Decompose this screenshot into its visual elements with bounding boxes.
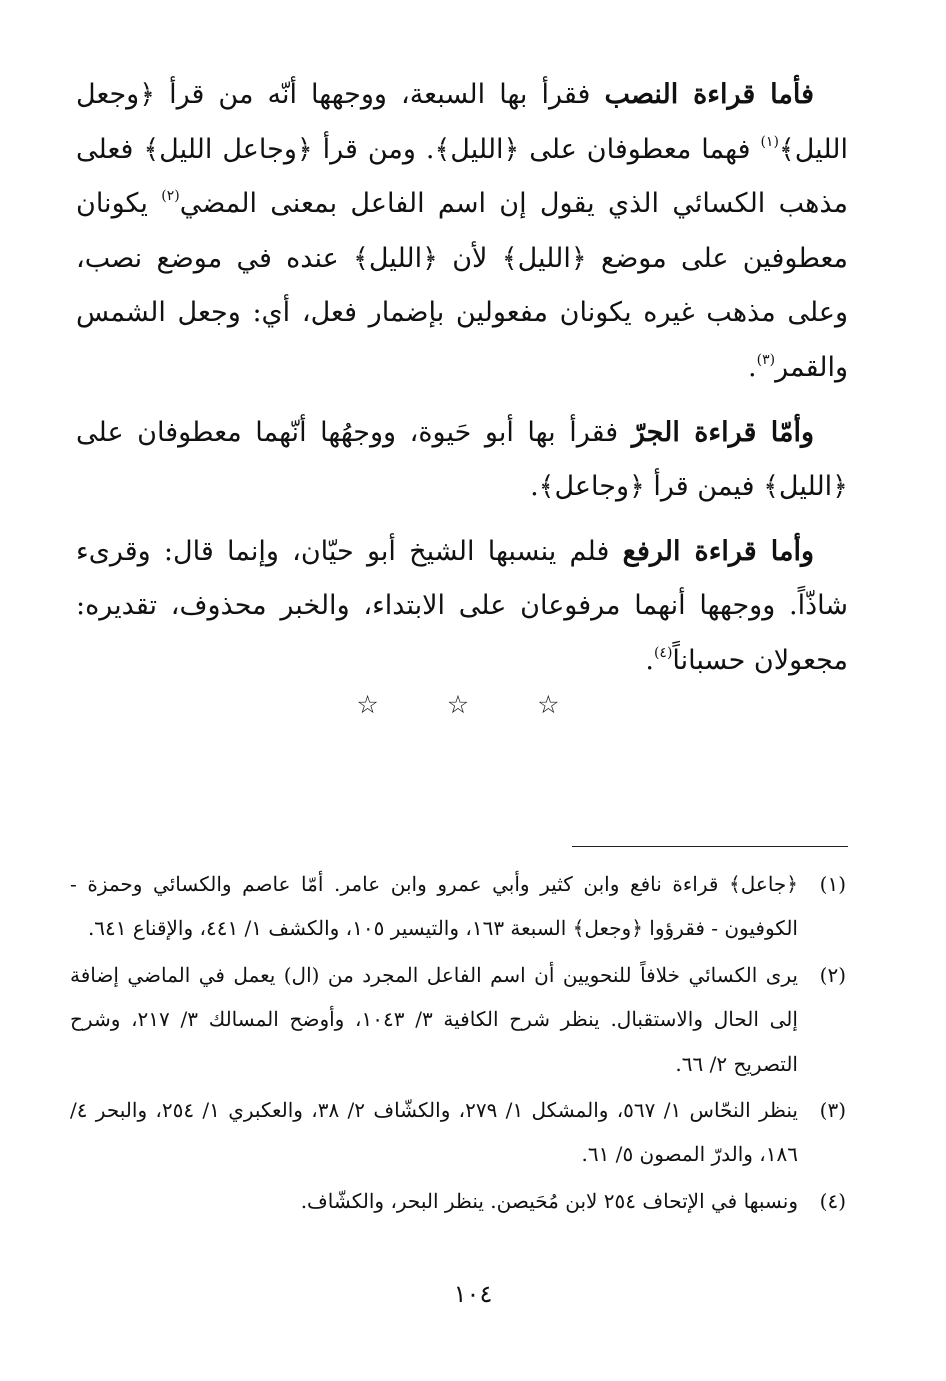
paragraph-text: فهما معطوفان على ﴿الليل﴾. ومن قرأ ﴿وجاعل الليل﴾ فعلى مذهب الكسائي الذي يقول إن اسم الفاعل بمعنى المضي: [76, 133, 848, 220]
footnote-ref: (٢): [161, 188, 180, 205]
paragraph-heading: وأما قراءة الرفع: [622, 535, 814, 567]
star-separator: ☆ ☆ ☆: [356, 690, 590, 719]
footnote-text: ﴿جاعل﴾ قراءة نافع وابن كثير وأبي عمرو وابن عامر. أمّا عاصم والكسائي وحمزة - الكوفيون - فقرؤوا ﴿وجعل﴾ السبعة ١٦٣، والتيسير ١٠٥، والكشف ١/ ٤٤١، والإقناع ٦٤١.: [70, 872, 798, 941]
footnote-ref: (١): [760, 133, 779, 150]
footnote-ref: (٣): [756, 351, 776, 368]
footnote-item: [70, 862, 846, 951]
paragraph-jarr: [76, 406, 848, 515]
paragraph-end: .: [748, 351, 757, 383]
paragraph-raf: [76, 525, 848, 689]
paragraph-text: فقرأ بها السبعة، ووجهها أنّه من قرأ ﴿وجعل الليل﴾: [76, 79, 848, 165]
paragraph-nasb: [76, 68, 848, 396]
page-number: ١٠٤: [453, 1280, 493, 1308]
paragraph-heading: وأمّا قراءة الجرّ: [631, 416, 815, 448]
footnotes: [70, 862, 846, 1225]
footnote-text: ينظر النحّاس ١/ ٥٦٧، والمشكل ١/ ٢٧٩، والكشّاف ٢/ ٣٨، والعكبري ١/ ٢٥٤، والبحر ٤/ ١٨٦، والدرّ المصون ٥/ ٦١.: [70, 1098, 798, 1167]
footnote-text: ونسبها في الإتحاف ٢٥٤ لابن مُحَيصن. ينظر البحر، والكشّاف.: [300, 1188, 798, 1213]
footnote-item: [70, 953, 846, 1086]
footnote-ref: (٤): [653, 644, 673, 661]
paragraph-text: يكونان معطوفين على موضع ﴿الليل﴾ لأن ﴿الليل﴾ عنده في موضع نصب، وعلى مذهب غيره يكونان مفعولين بإضمار فعل، أي: وجعل الشمس والقمر: [76, 188, 848, 383]
main-text: [76, 68, 848, 699]
footnote-item: [70, 1179, 846, 1223]
footnote-number: (١): [819, 872, 846, 896]
footnote-divider: [572, 846, 848, 847]
footnote-item: [70, 1088, 846, 1177]
footnote-text: يرى الكسائي خلافاً للنحويين أن اسم الفاعل المجرد من (ال) يعمل في الماضي إضافة إلى الحال والاستقبال. ينظر شرح الكافية ٣/ ١٠٤٣، وأوضح المسالك ٣/ ٢١٧، وشرح التصريح ٢/ ٦٦.: [70, 962, 798, 1076]
paragraph-text: فقرأ بها أبو حَيوة، ووجهُها أنّهما معطوفان على ﴿الليل﴾ فيمن قرأ ﴿وجاعل﴾.: [76, 416, 848, 503]
footnote-number: (٣): [819, 1098, 846, 1123]
paragraph-text: فلم ينسبها الشيخ أبو حيّان، وإنما قال: وقرىء شاذّاً. ووجهها أنهما مرفوعان على الابتداء، والخبر محذوف، تقديره: مجعولان حسباناً: [76, 535, 848, 676]
footnote-number: (٤): [819, 1188, 846, 1213]
paragraph-heading: فأما قراءة النصب: [604, 79, 814, 110]
paragraph-end: .: [645, 644, 654, 676]
footnote-number: (٢): [819, 962, 846, 987]
